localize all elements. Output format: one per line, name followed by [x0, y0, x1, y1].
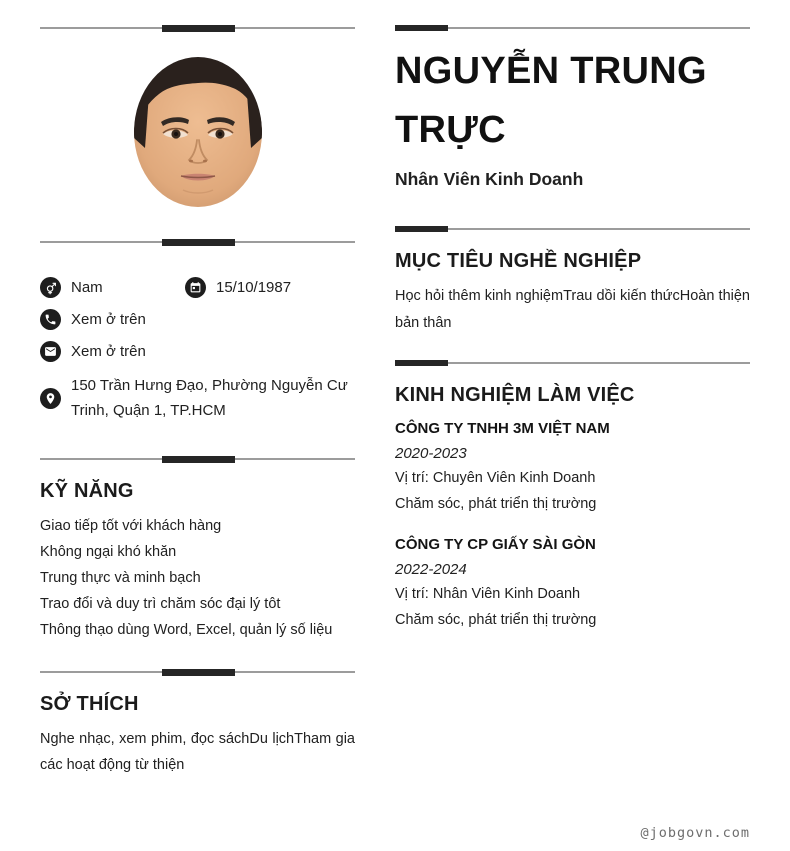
- info-email: [40, 341, 355, 363]
- divider-top-right: [395, 25, 750, 32]
- employment-period: 2020-2023: [395, 445, 467, 462]
- divider-accent: [162, 25, 235, 32]
- job-description: Chăm sóc, phát triển thị trường: [395, 495, 597, 512]
- address-value: 150 Trần Hưng Đạo, Phường Nguyễn Cư Trinh, Quận 1, TP.HCM: [71, 377, 348, 419]
- job-position: Vị trí: Nhân Viên Kinh Doanh: [395, 586, 581, 602]
- experience-heading: KINH NGHIỆM LÀM VIỆC: [395, 384, 635, 406]
- hobbies-heading: SỞ THÍCH: [40, 693, 139, 715]
- profile-photo-image: [131, 52, 265, 212]
- divider-line: [395, 362, 750, 364]
- skill-item: Thông thạo dùng Word, Excel, quản lý số liệu: [40, 622, 333, 638]
- divider-below-photo: [40, 239, 355, 246]
- divider-line: [395, 27, 750, 29]
- right-column: [395, 25, 750, 778]
- candidate-name: NGUYỄN TRUNG TRỰC: [395, 50, 707, 151]
- divider-accent: [395, 25, 448, 31]
- divider-top-left: [40, 25, 355, 32]
- gender-icon: [40, 277, 61, 298]
- divider-hobbies: [40, 669, 355, 676]
- candidate-job-title: Nhân Viên Kinh Doanh: [395, 169, 584, 189]
- personal-info: [40, 277, 355, 423]
- gender-value: Nam: [71, 279, 103, 296]
- divider-accent: [395, 360, 448, 366]
- company-name: CÔNG TY TNHH 3M VIỆT NAM: [395, 420, 610, 437]
- divider-accent: [162, 456, 235, 463]
- skills-heading: KỸ NĂNG: [40, 480, 134, 502]
- skill-item: Không ngại khó khăn: [40, 544, 177, 560]
- info-address: [40, 373, 355, 423]
- divider-accent: [395, 226, 448, 232]
- skills-list: [40, 513, 355, 643]
- divider-accent: [162, 669, 235, 676]
- company-name: CÔNG TY CP GIẤY SÀI GÒN: [395, 536, 596, 553]
- employment-period: 2022-2024: [395, 561, 467, 578]
- divider-after-objective: [395, 360, 750, 367]
- divider-skills: [40, 456, 355, 463]
- hobbies-text: Nghe nhạc, xem phim, đọc sáchDu lịchTham gia các hoạt động từ thiện: [40, 731, 355, 773]
- skill-item: Trung thực và minh bạch: [40, 570, 201, 586]
- divider-accent: [162, 239, 235, 246]
- location-icon: [40, 388, 61, 409]
- info-row-gender-dob: [40, 277, 355, 299]
- info-dob: [185, 277, 291, 299]
- phone-icon: [40, 309, 61, 330]
- objective-text: Học hỏi thêm kinh nghiệmTrau dồi kiến thứcHoàn thiện bản thân: [395, 288, 750, 331]
- info-gender: [40, 277, 185, 299]
- info-phone: [40, 309, 355, 331]
- dob-value: 15/10/1987: [216, 279, 292, 296]
- skill-item: Trao đổi và duy trì chăm sóc đại lý tôt: [40, 596, 281, 612]
- email-value: Xem ở trên: [71, 343, 146, 360]
- experience-entry: [395, 533, 750, 633]
- watermark: @jobgovn.com: [640, 825, 750, 841]
- phone-value: Xem ở trên: [71, 311, 146, 328]
- job-description: Chăm sóc, phát triển thị trường: [395, 611, 597, 628]
- experience-entry: [395, 417, 750, 517]
- email-icon: [40, 341, 61, 362]
- calendar-icon: [185, 277, 206, 298]
- divider-after-title: [395, 226, 750, 233]
- skill-item: Giao tiếp tốt với khách hàng: [40, 518, 222, 534]
- job-position: Vị trí: Chuyên Viên Kinh Doanh: [395, 470, 596, 486]
- profile-photo: [40, 52, 355, 212]
- left-column: [40, 25, 355, 778]
- divider-line: [395, 228, 750, 230]
- objective-heading: MỤC TIÊU NGHỀ NGHIỆP: [395, 250, 642, 272]
